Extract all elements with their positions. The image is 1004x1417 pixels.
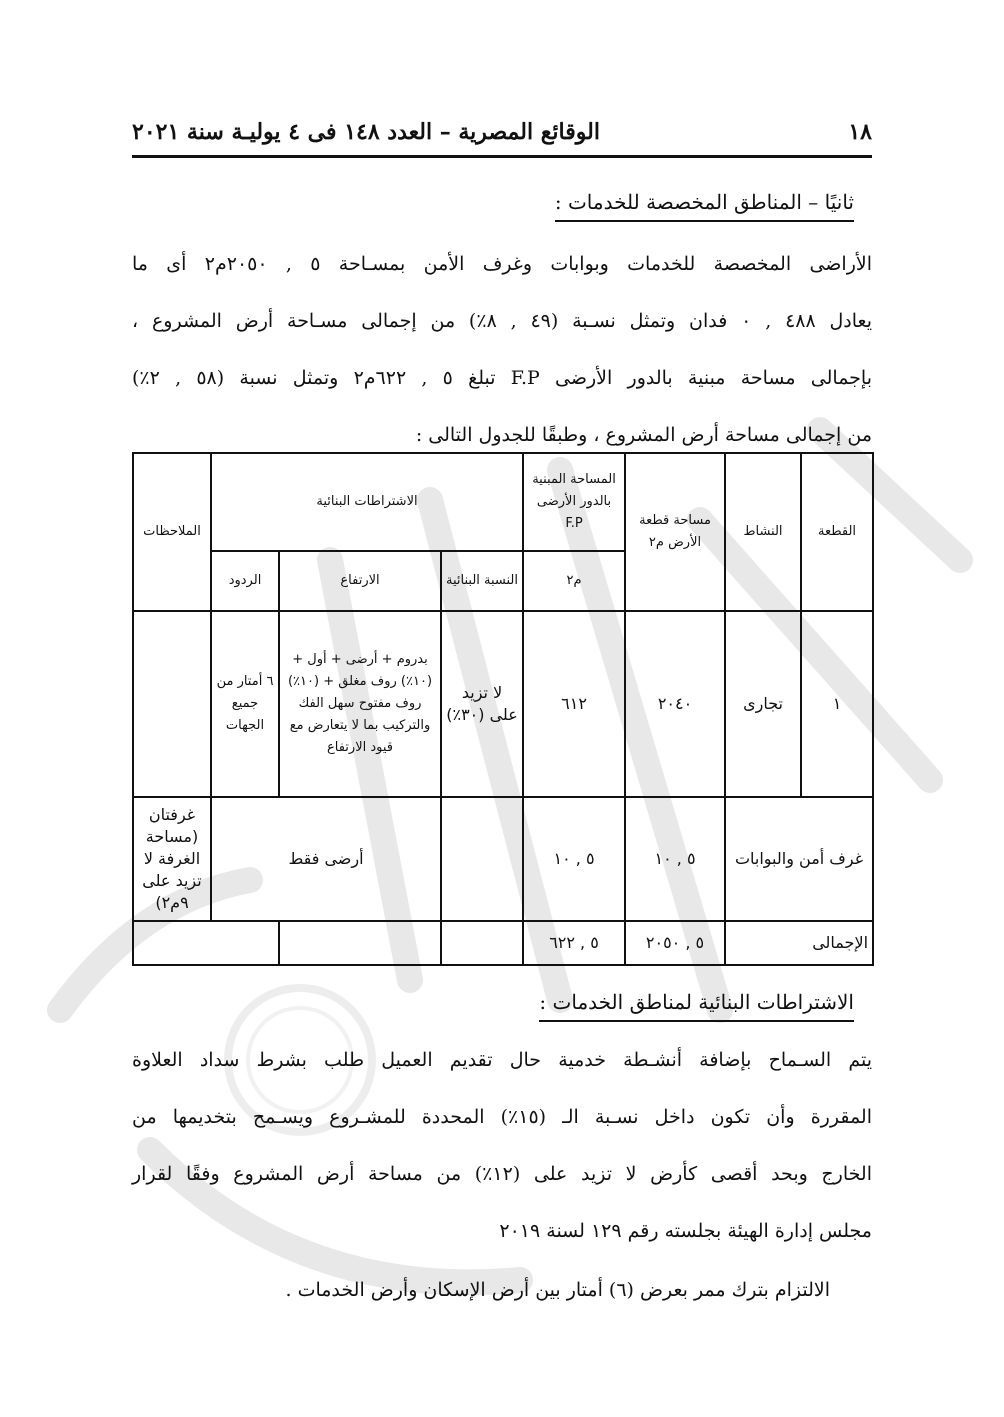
- conditions-line: المقررة وأن تكون داخل نسـبة الـ (١٥٪) المحددة للمشـروع ويسـمح بتخديمها من: [132, 1106, 872, 1128]
- header-divider: [132, 155, 872, 158]
- header-setbacks: الردود: [211, 551, 279, 611]
- header-height: الارتفاع: [279, 551, 441, 611]
- header-notes: الملاحظات: [133, 453, 211, 611]
- cell-land-area: ٥ , ١٠: [625, 797, 725, 921]
- final-line: الالتزام بترك ممر بعرض (٦) أمتار بين أرض الإسكان وأرض الخدمات .: [285, 1279, 830, 1301]
- header-building-conditions: الاشتراطات البنائية: [211, 453, 523, 551]
- cell-plot: غرف أمن والبوابات: [725, 797, 873, 921]
- conditions-line: مجلس إدارة الهيئة بجلسته رقم ١٢٩ لسنة ٢٠١٩: [499, 1220, 872, 1242]
- cell-building-ratio: لا تزيد على (٣٠٪): [441, 611, 523, 797]
- cell-height: بدروم + أرضى + أول + (١٠٪) روف مغلق + (١٠٪) روف مفتوح سهل الفك والتركيب بما لا يتعارض مع قيود الارتفاع: [279, 611, 441, 797]
- cell-empty: [133, 921, 279, 965]
- page-number: ١٨: [848, 119, 872, 145]
- services-table: [132, 452, 874, 966]
- cell-land-area: ٢٠٤٠: [625, 611, 725, 797]
- page-header: [132, 112, 872, 152]
- header-activity: النشاط: [725, 453, 801, 611]
- final-paragraph: [190, 1262, 830, 1319]
- intro-line: بإجمالى مساحة مبنية بالدور الأرضى F.P تبلغ ٥ , ٦٢٢م٢ وتمثل نسبة (٥٨ , ٢٪): [132, 367, 872, 389]
- section-heading: ثانيًا – المناطق المخصصة للخدمات :: [555, 190, 854, 214]
- table-row: [133, 797, 873, 921]
- cell-plot: ١: [801, 611, 873, 797]
- table-total-row: [133, 921, 873, 965]
- header-building-ratio: النسبة البنائية: [441, 551, 523, 611]
- conditions-paragraph: [132, 1032, 872, 1260]
- conditions-heading: الاشتراطات البنائية لمناطق الخدمات :: [539, 990, 854, 1014]
- header-built-area: المساحة المبنية بالدور الأرضى F.P: [523, 453, 625, 551]
- conditions-line: الخارج وبحد أقصى كأرض لا تزيد على (١٢٪) من مساحة أرض المشروع وفقًا لقرار: [132, 1163, 872, 1185]
- conditions-line: يتم السـماح بإضافة أنشـطة خدمية حال تقديم العميل طلب بشرط سداد العلاوة: [132, 1049, 872, 1071]
- cell-notes: [133, 611, 211, 797]
- cell-total-land-area: ٥ , ٢٠٥٠: [625, 921, 725, 965]
- cell-height: أرضى فقط: [211, 797, 441, 921]
- gazette-title: الوقائع المصرية – العدد ١٤٨ فى ٤ يوليـة سنة ٢٠٢١: [132, 119, 600, 145]
- cell-built-area: ٦١٢: [523, 611, 625, 797]
- intro-line: الأراضى المخصصة للخدمات وبوابات وغرف الأمن بمسـاحة ٥ , ٢٠٥٠م٢ أى ما: [132, 253, 872, 275]
- header-built-area-unit: م٢: [523, 551, 625, 611]
- cell-activity: تجارى: [725, 611, 801, 797]
- cell-total-label: الإجمالى: [725, 921, 873, 965]
- intro-paragraph: [132, 236, 872, 464]
- cell-total-built-area: ٥ , ٦٢٢: [523, 921, 625, 965]
- cell-empty: [441, 921, 523, 965]
- table-row: [133, 611, 873, 797]
- intro-line: يعادل ٤٨٨ , ٠ فدان وتمثل نسـبة (٤٩ , ٨٪) من إجمالى مسـاحة أرض المشروع ،: [132, 310, 873, 332]
- header-land-area: مساحة قطعة الأرض م٢: [625, 453, 725, 611]
- intro-line: من إجمالى مساحة أرض المشروع ، وطبقًا للجدول التالى :: [415, 424, 872, 446]
- cell-empty: [279, 921, 441, 965]
- header-plot: القطعة: [801, 453, 873, 611]
- cell-notes: غرفتان (مساحة الغرفة لا تزيد على ٩م٢): [133, 797, 211, 921]
- cell-setbacks: ٦ أمتار من جميع الجهات: [211, 611, 279, 797]
- cell-built-area: ٥ , ١٠: [523, 797, 625, 921]
- cell-building-ratio: [441, 797, 523, 921]
